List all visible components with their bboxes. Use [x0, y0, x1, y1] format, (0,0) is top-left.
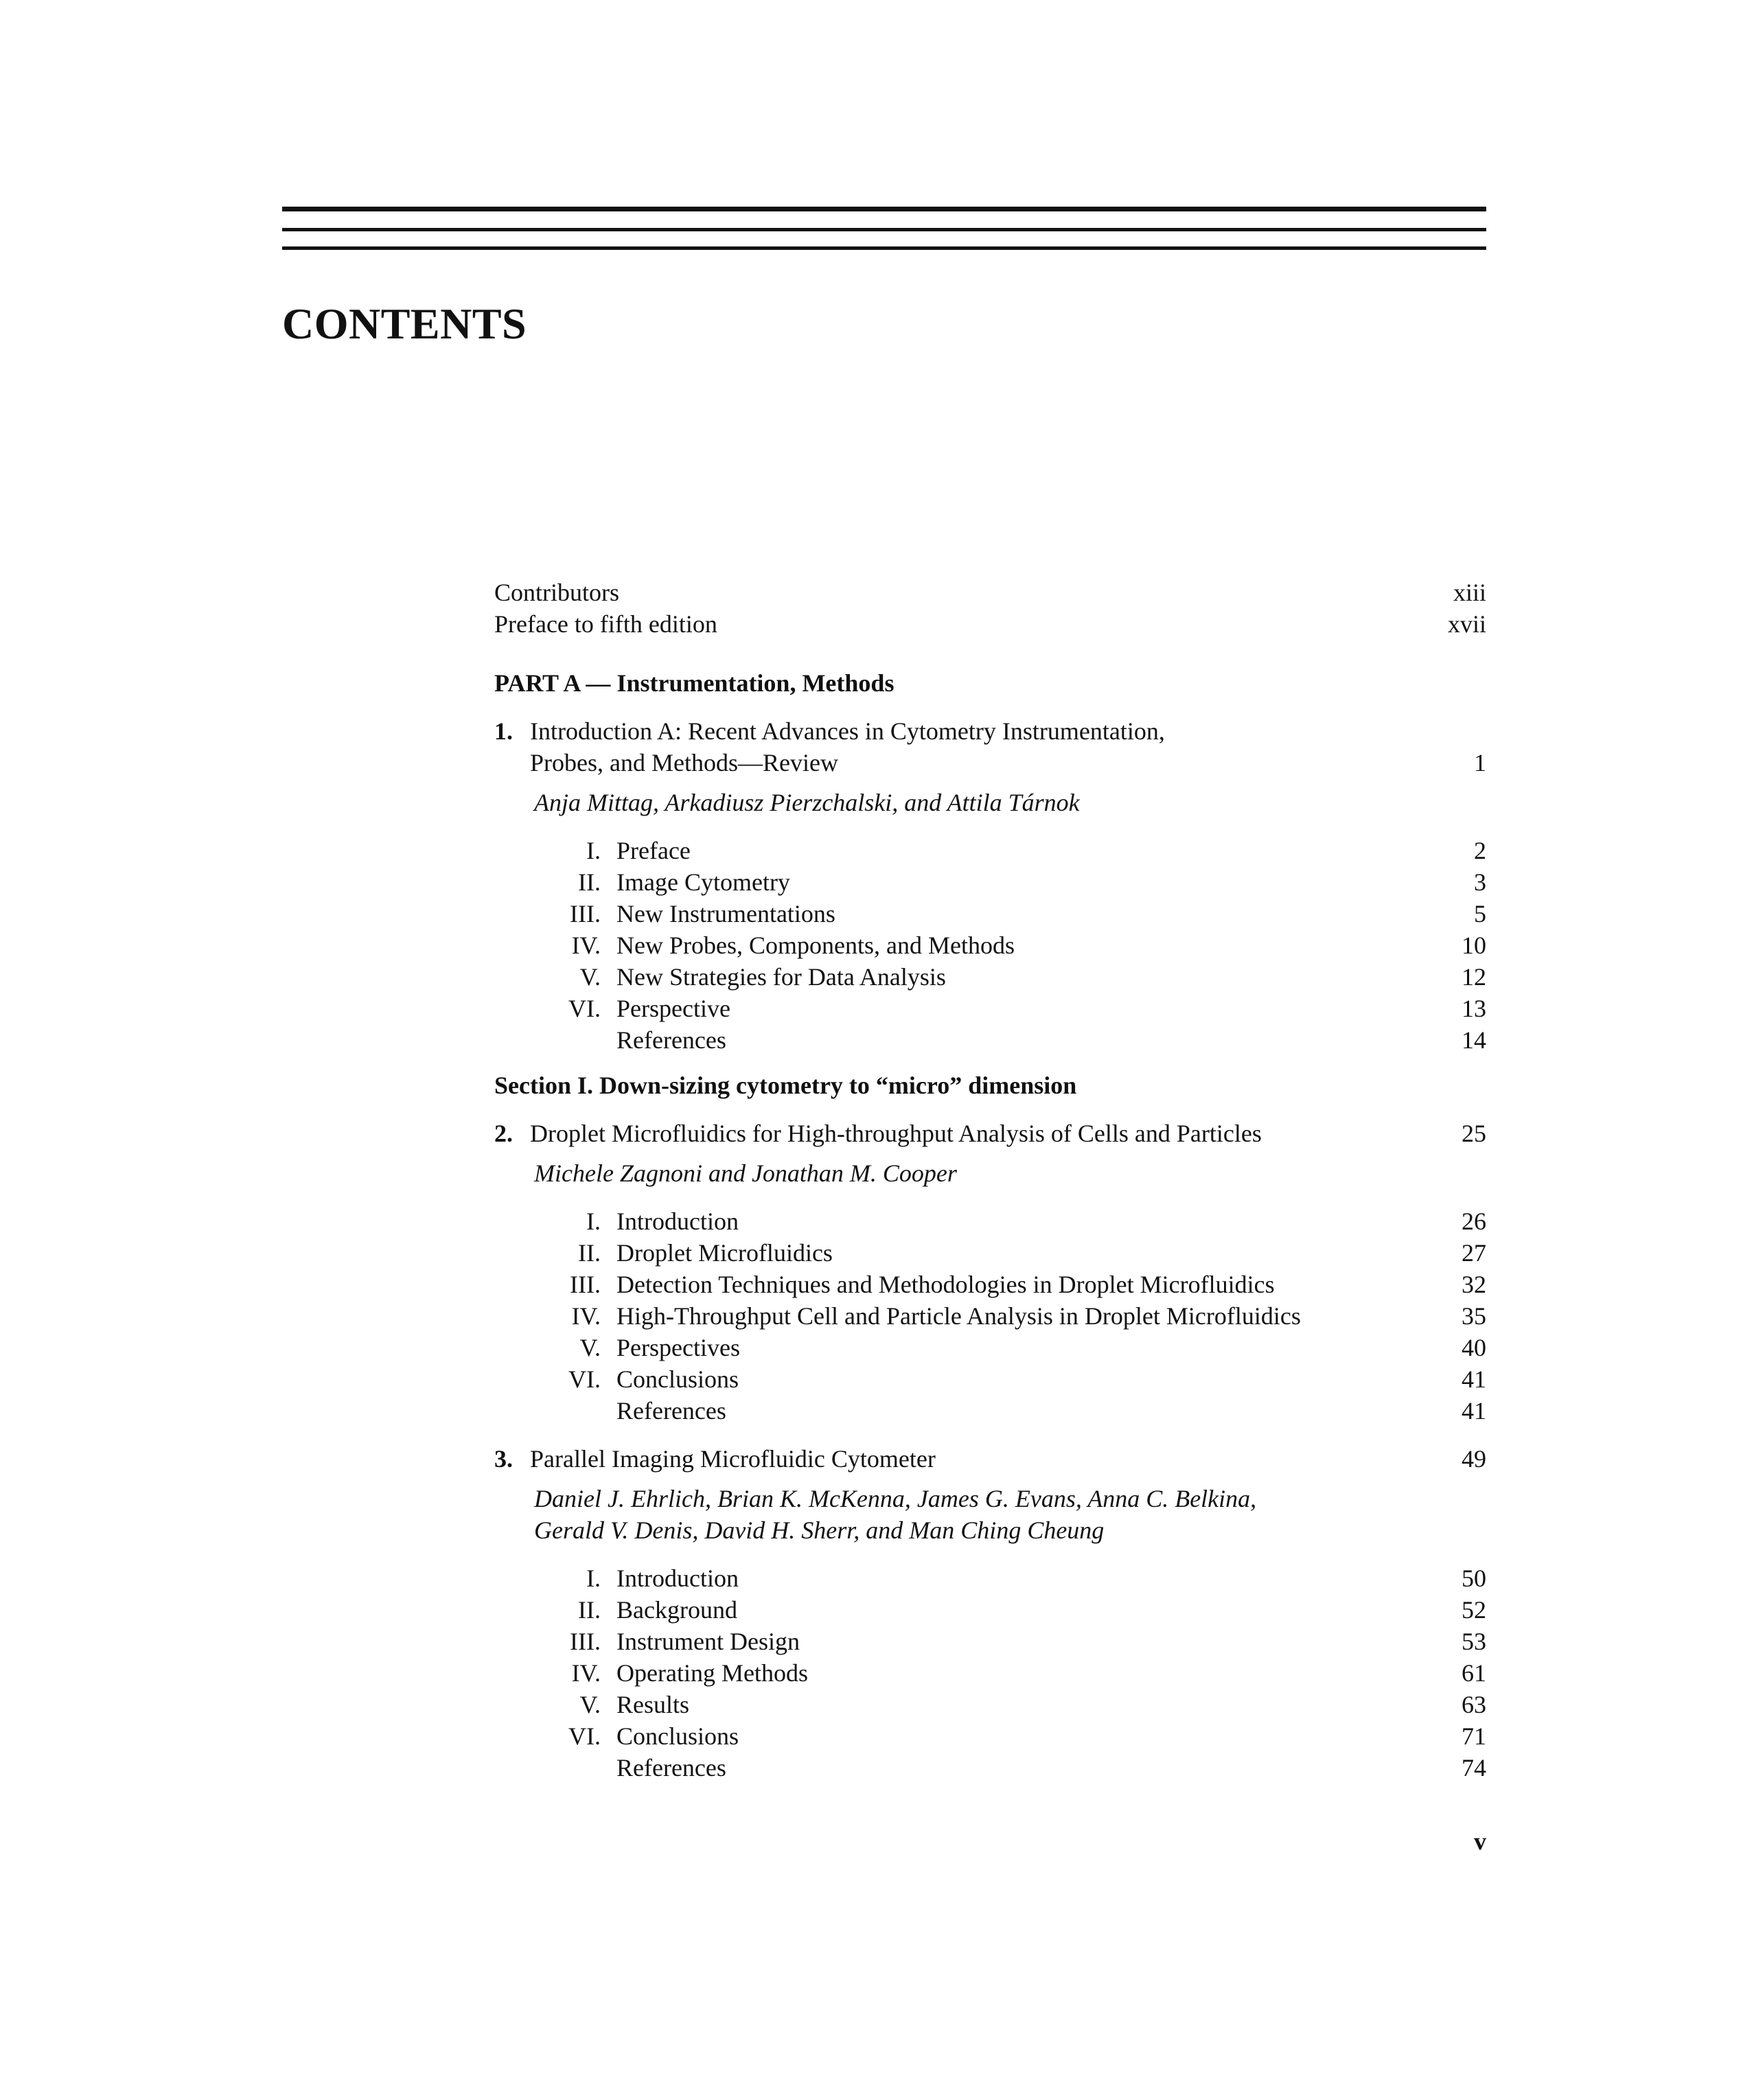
section-numeral: III. [570, 1628, 601, 1655]
section-entry[interactable] [494, 1332, 1486, 1363]
section-label: Operating Methods [616, 1659, 808, 1687]
chapter-1-authors [534, 787, 1486, 818]
section-label: Conclusions [616, 1722, 739, 1750]
section-numeral: IV. [571, 1302, 601, 1330]
section-page: 35 [1462, 1302, 1486, 1330]
section-label: Conclusions [616, 1365, 739, 1393]
chapter-number: 3. [494, 1445, 513, 1473]
page-title: CONTENTS [282, 299, 527, 348]
toc-entry-contributors[interactable] [494, 577, 1486, 608]
toc-entry-preface[interactable] [494, 608, 1486, 640]
section-page: 52 [1462, 1596, 1486, 1624]
section-page: 32 [1462, 1271, 1486, 1298]
section-label: Introduction [616, 1208, 739, 1235]
section-label: Image Cytometry [616, 868, 790, 896]
section-page: 41 [1462, 1397, 1486, 1424]
section-label: New Instrumentations [616, 900, 835, 927]
section-entry[interactable] [494, 930, 1486, 961]
section-page: 2 [1474, 837, 1486, 864]
section-numeral: V. [579, 963, 601, 991]
page-folio: v [1474, 1827, 1486, 1855]
section-numeral: VI. [568, 1365, 601, 1393]
chapter-number: 2. [494, 1120, 513, 1147]
section-label: New Strategies for Data Analysis [616, 963, 946, 991]
section-page: 40 [1462, 1334, 1486, 1361]
section-numeral: III. [570, 900, 601, 927]
chapter-1-title[interactable] [494, 715, 1486, 747]
section-numeral: II. [578, 1239, 601, 1267]
section-numeral: VI. [568, 995, 601, 1022]
chapter-2-authors [534, 1157, 1486, 1189]
section-label: Results [616, 1691, 690, 1718]
chapter-page: 25 [1462, 1120, 1486, 1147]
section-label: Droplet Microfluidics [616, 1239, 833, 1267]
chapter-page: 1 [1474, 749, 1486, 776]
section-numeral: I. [586, 837, 601, 864]
section-page: 3 [1474, 868, 1486, 896]
section-label: Detection Techniques and Methodologies in Droplet Microfluidics [616, 1271, 1275, 1298]
chapter-number: 1. [494, 717, 513, 745]
section-entry[interactable] [494, 1363, 1486, 1395]
chapter-1-sections [494, 835, 1486, 1056]
section-numeral: III. [570, 1271, 601, 1298]
section-page: 50 [1462, 1565, 1486, 1592]
section-entry[interactable] [494, 1626, 1486, 1657]
section-entry[interactable] [494, 1395, 1486, 1427]
section-label: High-Throughput Cell and Particle Analysis in Droplet Microfluidics [616, 1302, 1301, 1330]
section-entry[interactable] [494, 1237, 1486, 1269]
chapter-3-sections [494, 1562, 1486, 1784]
part-heading [494, 667, 1486, 699]
section-page: 5 [1474, 900, 1486, 927]
section-heading-label: Section I. Down-sizing cytometry to “micro” dimension [494, 1072, 1077, 1099]
section-page: 10 [1462, 932, 1486, 959]
section-page: 61 [1462, 1659, 1486, 1687]
section-entry[interactable] [494, 1689, 1486, 1720]
section-label: Introduction [616, 1565, 739, 1592]
section-numeral: V. [579, 1691, 601, 1718]
entry-label: Preface to fifth edition [494, 610, 717, 638]
chapter-title-line: Droplet Microfluidics for High-throughput Analysis of Cells and Particles [530, 1120, 1262, 1147]
section-page: 41 [1462, 1365, 1486, 1393]
chapter-2-sections [494, 1205, 1486, 1427]
section-numeral: V. [579, 1334, 601, 1361]
section-entry[interactable] [494, 866, 1486, 898]
section-entry[interactable] [494, 1024, 1486, 1056]
section-page: 27 [1462, 1239, 1486, 1267]
chapter-page: 49 [1462, 1445, 1486, 1473]
chapter-3-authors [534, 1483, 1486, 1546]
author-line: Michele Zagnoni and Jonathan M. Cooper [534, 1159, 957, 1187]
section-entry[interactable] [494, 1205, 1486, 1237]
section-label: Perspectives [616, 1334, 740, 1361]
top-rule-3 [282, 246, 1486, 250]
section-heading [494, 1070, 1486, 1101]
section-page: 74 [1462, 1754, 1486, 1781]
section-entry[interactable] [494, 835, 1486, 866]
author-line: Gerald V. Denis, David H. Sherr, and Man Ching Cheung [534, 1516, 1105, 1544]
section-label: Background [616, 1596, 737, 1624]
section-numeral: I. [586, 1565, 601, 1592]
author-line: Anja Mittag, Arkadiusz Pierzchalski, and Attila Tárnok [534, 789, 1080, 816]
section-page: 71 [1462, 1722, 1486, 1750]
section-entry[interactable] [494, 961, 1486, 993]
table-of-contents [494, 577, 1486, 1784]
section-page: 14 [1462, 1026, 1486, 1054]
chapter-1-title-cont[interactable] [494, 747, 1486, 778]
section-label: References [616, 1754, 726, 1781]
section-page: 53 [1462, 1628, 1486, 1655]
entry-label: Contributors [494, 579, 620, 606]
section-entry[interactable] [494, 898, 1486, 930]
section-numeral: VI. [568, 1722, 601, 1750]
section-label: New Probes, Components, and Methods [616, 932, 1015, 959]
top-rule-1 [282, 207, 1486, 211]
entry-page: xiii [1453, 579, 1486, 606]
section-label: Instrument Design [616, 1628, 800, 1655]
section-label: Preface [616, 837, 691, 864]
section-entry[interactable] [494, 993, 1486, 1024]
entry-page: xvii [1447, 610, 1486, 638]
chapter-title-line: Parallel Imaging Microfluidic Cytometer [530, 1445, 936, 1473]
chapter-title-line: Probes, and Methods—Review [530, 749, 838, 776]
section-entry[interactable] [494, 1594, 1486, 1626]
section-entry[interactable] [494, 1300, 1486, 1332]
section-numeral: II. [578, 868, 601, 896]
section-page: 13 [1462, 995, 1486, 1022]
section-entry[interactable] [494, 1657, 1486, 1689]
part-heading-label: PART A — Instrumentation, Methods [494, 669, 894, 697]
section-page: 12 [1462, 963, 1486, 991]
section-label: References [616, 1397, 726, 1424]
section-entry[interactable] [494, 1720, 1486, 1752]
section-entry[interactable] [494, 1269, 1486, 1300]
chapter-title-line: Introduction A: Recent Advances in Cytometry Instrumentation, [530, 717, 1165, 745]
top-rule-2 [282, 228, 1486, 231]
section-label: Perspective [616, 995, 730, 1022]
section-numeral: I. [586, 1208, 601, 1235]
section-numeral: II. [578, 1596, 601, 1624]
author-line: Daniel J. Ehrlich, Brian K. McKenna, James G. Evans, Anna C. Belkina, [534, 1485, 1257, 1512]
section-entry[interactable] [494, 1752, 1486, 1784]
section-numeral: IV. [571, 932, 601, 959]
section-numeral: IV. [571, 1659, 601, 1687]
section-page: 63 [1462, 1691, 1486, 1718]
chapter-2-title[interactable] [494, 1118, 1486, 1149]
section-page: 26 [1462, 1208, 1486, 1235]
section-entry[interactable] [494, 1562, 1486, 1594]
chapter-3-title[interactable] [494, 1443, 1486, 1475]
section-label: References [616, 1026, 726, 1054]
